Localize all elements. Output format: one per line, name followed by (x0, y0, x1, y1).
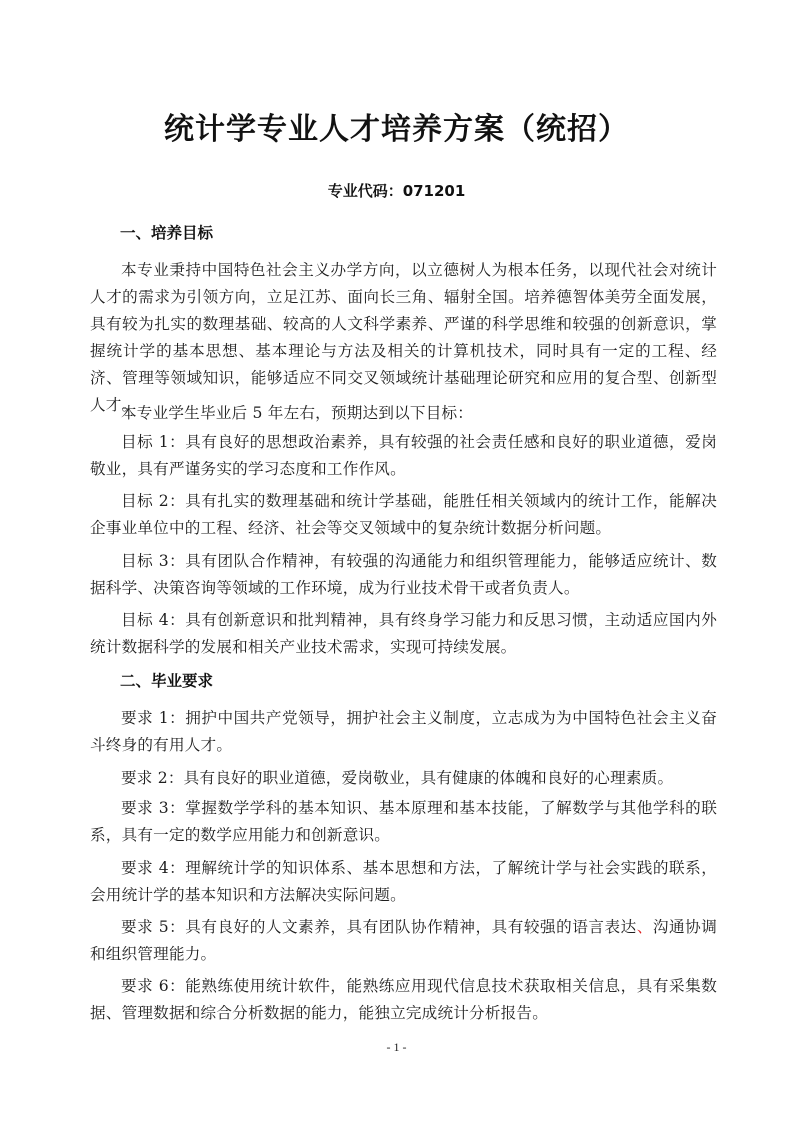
paragraph-req-3: 要求 3：掌握数学学科的基本知识、基本原理和基本技能，了解数学与其他学科的联系，具有一定的数学应用能力和创新意识。 (90, 799, 717, 844)
req-5-text-after: 沟通协调和组织管理能力。 (90, 918, 717, 963)
section-heading-graduation-requirements: 二、毕业要求 (120, 672, 214, 690)
paragraph-req-6: 要求 6：能熟练使用统计软件，能熟练应用现代信息技术获取相关信息，具有采集数据、管理数据和综合分析数据的能力，能独立完成统计分析报告。 (90, 977, 717, 1022)
req-5-text-before: 要求 5：具有良好的人文素养，具有团队协作精神，具有较强的语言表达 (121, 918, 637, 936)
document-title: 统计学专业人才培养方案（统招） (164, 112, 629, 147)
major-code: 专业代码：071201 (327, 182, 466, 200)
paragraph-req-5 (90, 914, 717, 968)
page-number: - 1 - (386, 1040, 407, 1054)
paragraph-intro: 本专业秉持中国特色社会主义办学方向，以立德树人为根本任务，以现代社会对统计人才的需求为引领方向，立足江苏、面向长三角、辐射全国。培养德智体美劳全面发展，具有较为扎实的数理基础、较高的人文科学素养、严谨的科学思维和较强的创新意识，掌握统计学的基本思想、基本理论与方法及相关的计算机技术，同时具有一定的工程、经济、管理等领域知识，能够适应不同交叉领域统计基础理论研究和应用的复合型、创新型人才。 (90, 261, 717, 414)
paragraph-req-1: 要求 1：拥护中国共产党领导，拥护社会主义制度，立志成为为中国特色社会主义奋斗终身的有用人才。 (90, 709, 717, 754)
paragraph-goal-2: 目标 2：具有扎实的数理基础和统计学基础，能胜任相关领域内的统计工作，能解决企事业单位中的工程、经济、社会等交叉领域中的复杂统计数据分析问题。 (90, 492, 717, 537)
section-heading-training-goals: 一、培养目标 (120, 224, 214, 242)
req-5-red-mark: 、 (636, 918, 653, 936)
paragraph-goal-4: 目标 4：具有创新意识和批判精神，具有终身学习能力和反思习惯，主动适应国内外统计数据科学的发展和相关产业技术需求，实现可持续发展。 (90, 611, 717, 656)
paragraph-req-4: 要求 4：理解统计学的知识体系、基本思想和方法，了解统计学与社会实践的联系，会用统计学的基本知识和方法解决实际问题。 (90, 859, 717, 904)
paragraph-req-2: 要求 2：具有良好的职业道德，爱岗敬业，具有健康的体魄和良好的心理素质。 (121, 769, 674, 787)
paragraph-goals-lead: 本专业学生毕业后 5 年左右，预期达到以下目标： (121, 404, 474, 422)
paragraph-goal-1: 目标 1：具有良好的思想政治素养，具有较强的社会责任感和良好的职业道德，爱岗敬业，具有严谨务实的学习态度和工作作风。 (90, 433, 717, 478)
paragraph-goal-3: 目标 3：具有团队合作精神，有较强的沟通能力和组织管理能力，能够适应统计、数据科学、决策咨询等领域的工作环境，成为行业技术骨干或者负责人。 (90, 552, 717, 597)
